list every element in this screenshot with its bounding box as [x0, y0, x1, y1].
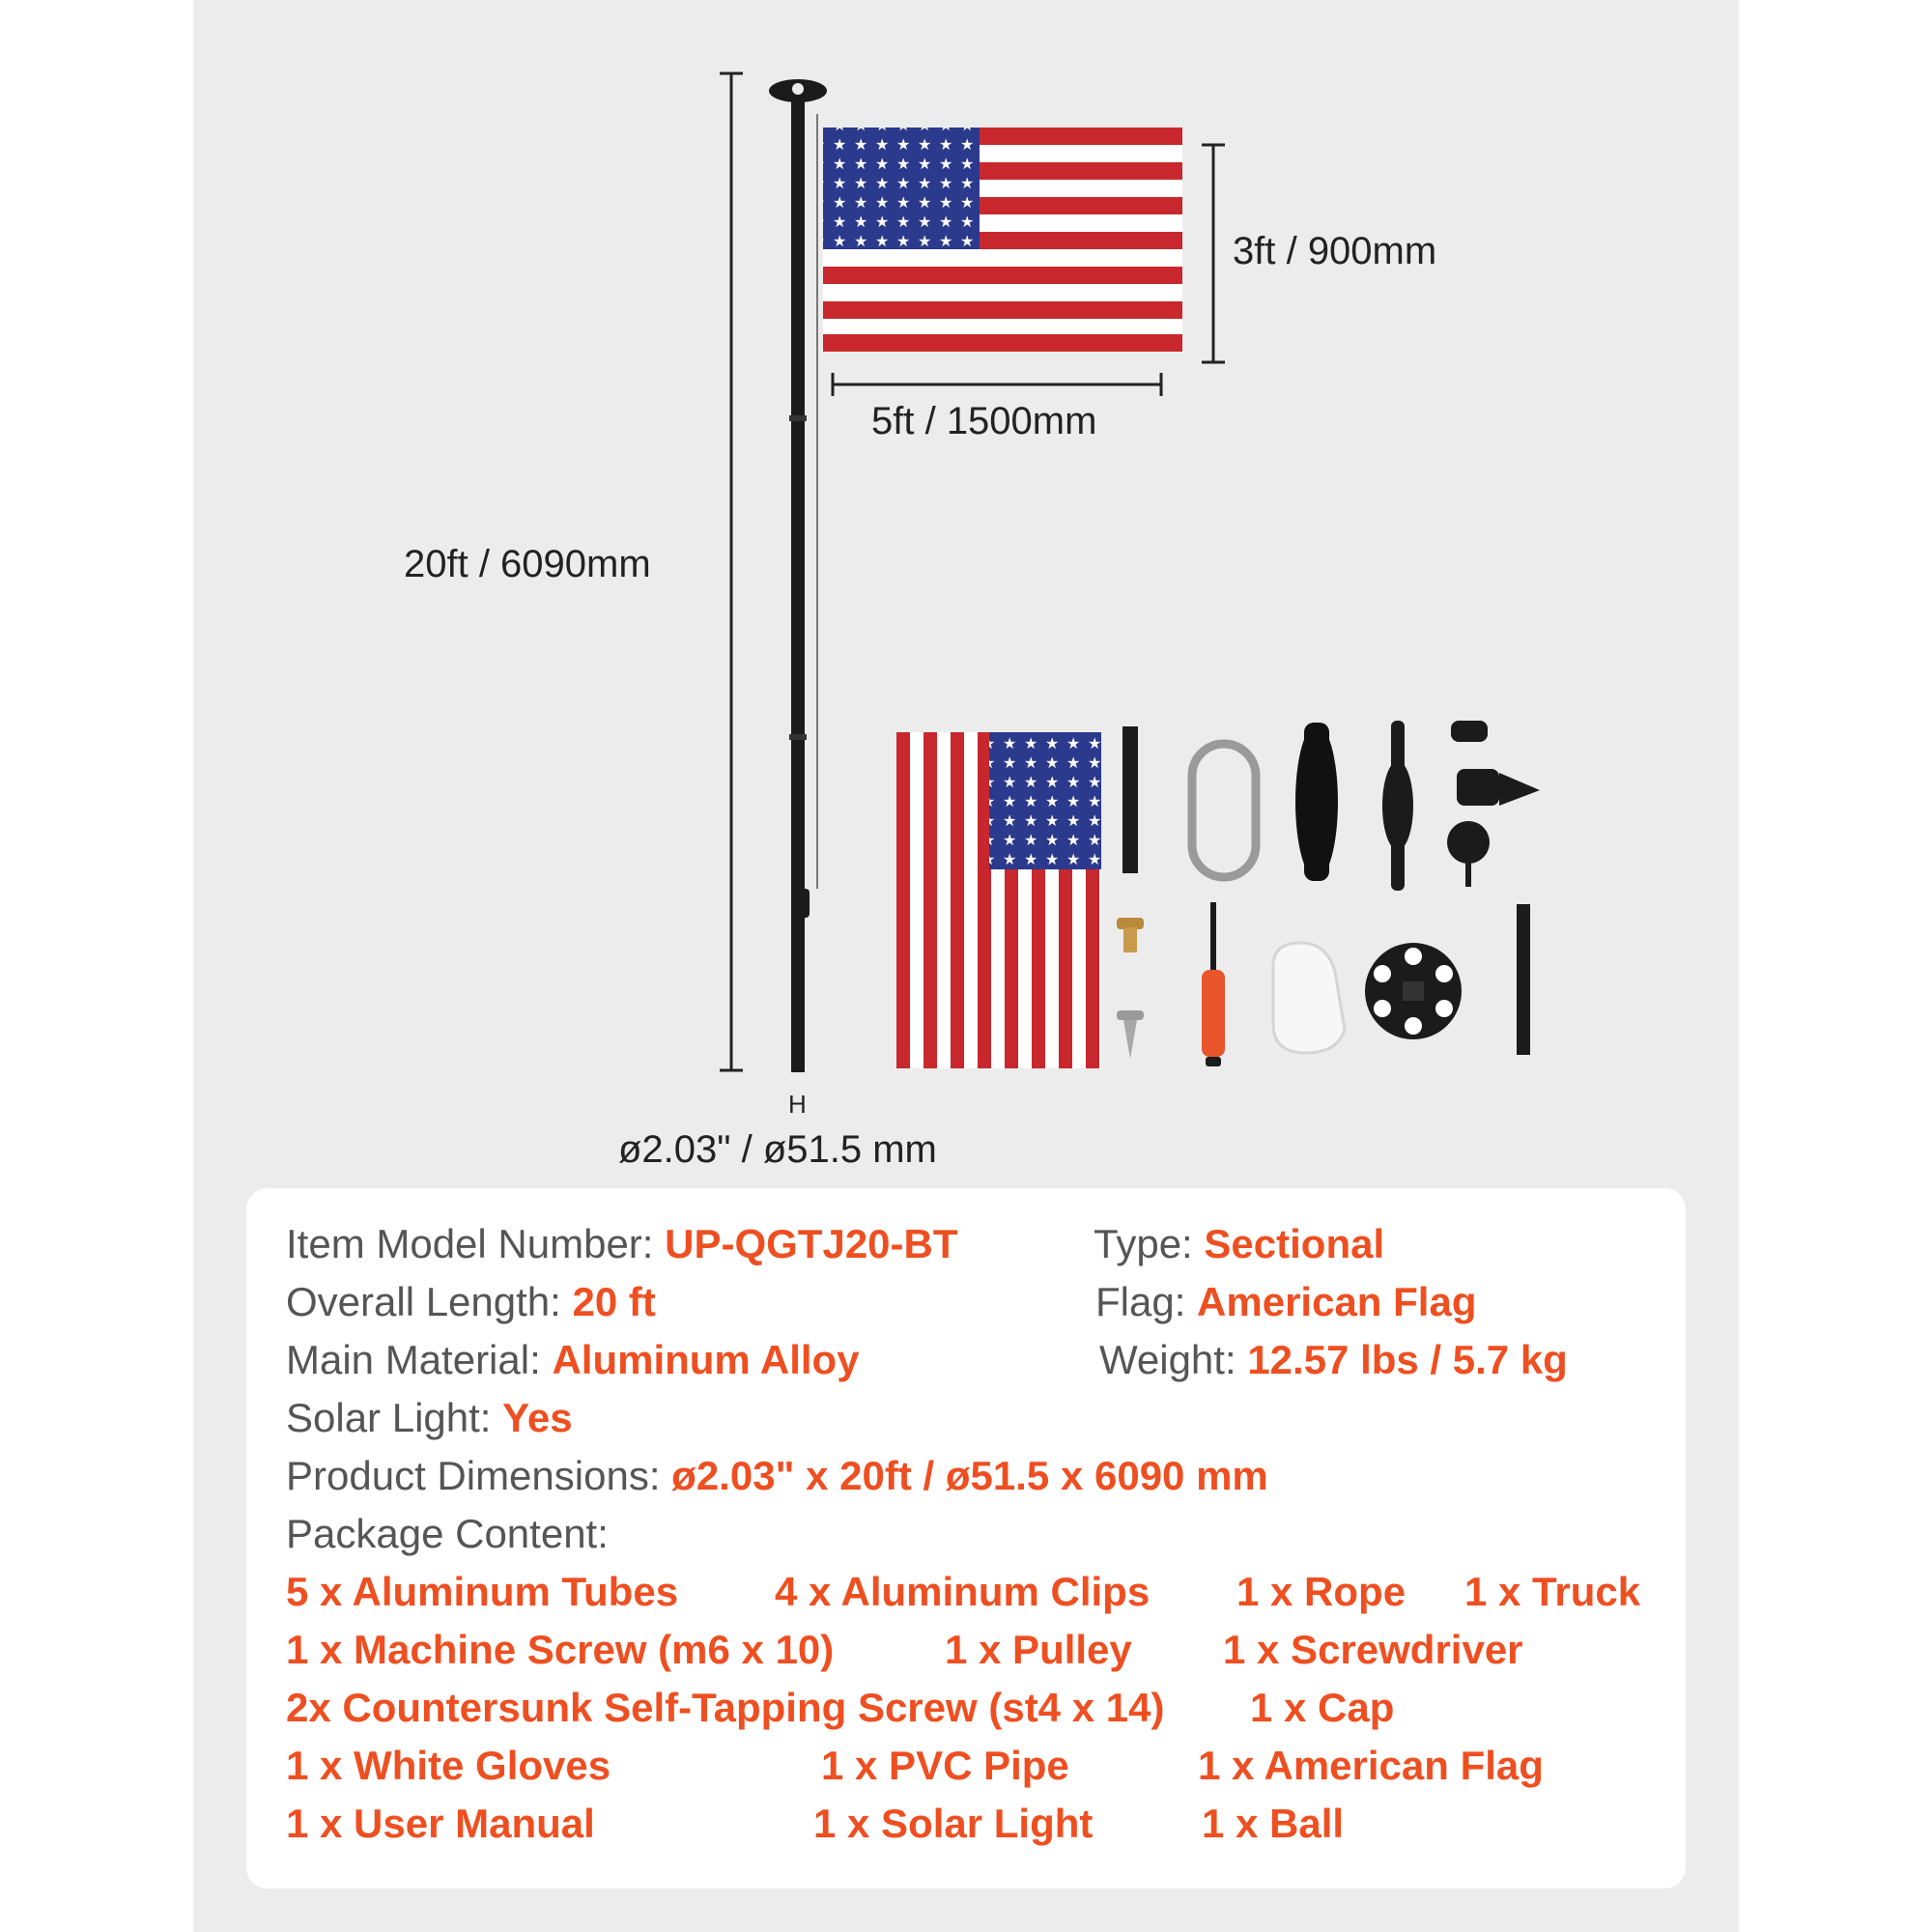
white-gloves-icon: [1273, 943, 1345, 1053]
spec-item-model: [286, 1221, 958, 1267]
pvc-pipe-icon: [1122, 726, 1138, 873]
spec-label: Item Model Number:: [286, 1221, 654, 1266]
package-item: 1 x Screwdriver: [1223, 1627, 1523, 1672]
spec-solar-light: [286, 1395, 573, 1441]
spec-value: UP-QGTJ20-BT: [665, 1221, 958, 1266]
flag-height-dimension-line: [1202, 145, 1225, 362]
spec-value: American Flag: [1197, 1279, 1477, 1324]
package-item: 1 x Truck: [1464, 1569, 1641, 1614]
package-item: 4 x Aluminum Clips: [775, 1569, 1151, 1614]
self-tapping-screw-icon: [1117, 1010, 1144, 1059]
package-item: 1 x White Gloves: [286, 1743, 611, 1788]
ball-icon: [1447, 821, 1490, 887]
spec-flag: [1095, 1279, 1476, 1325]
spec-value: 20 ft: [572, 1279, 656, 1324]
spec-label: Flag:: [1095, 1279, 1186, 1324]
spec-label: Main Material:: [286, 1337, 541, 1382]
spec-value: Aluminum Alloy: [552, 1337, 860, 1382]
spec-label: Product Dimensions:: [286, 1453, 661, 1498]
package-item: 1 x American Flag: [1198, 1743, 1544, 1788]
flag-height-label: 3ft / 900mm: [1233, 230, 1437, 272]
aluminum-clip-icon: [1192, 744, 1256, 877]
machine-screw-icon: [1117, 918, 1144, 952]
package-item: 1 x Pulley: [945, 1627, 1132, 1672]
package-item: 1 x PVC Pipe: [821, 1743, 1069, 1788]
package-item: 5 x Aluminum Tubes: [286, 1569, 679, 1614]
spec-type: [1094, 1221, 1384, 1267]
spec-main-material: [286, 1337, 860, 1383]
spec-overall-length: [286, 1279, 656, 1325]
american-flag-flat-icon: [896, 732, 1101, 1068]
solar-light-icon: [1365, 943, 1462, 1039]
pole-height-label: 20ft / 6090mm: [404, 543, 651, 585]
flag-width-dimension-line: [833, 373, 1161, 396]
package-item: 1 x Machine Screw (m6 x 10): [286, 1627, 835, 1672]
spec-label: Weight:: [1099, 1337, 1236, 1382]
flag-width-label: 5ft / 1500mm: [871, 400, 1097, 442]
package-item: 2x Countersunk Self-Tapping Screw (st4 x 14): [286, 1685, 1165, 1730]
truck-icon: [1451, 721, 1540, 806]
american-flag-waving-icon: [823, 128, 1182, 352]
spec-label: Solar Light:: [286, 1395, 492, 1440]
cleat-icon: [1382, 721, 1413, 891]
package-item: 1 x Rope: [1236, 1569, 1406, 1614]
screwdriver-icon: [1202, 902, 1225, 1066]
flagpole-icon: [769, 79, 827, 1072]
spec-product-dimensions: [286, 1453, 1268, 1499]
package-item: 1 x Cap: [1250, 1685, 1395, 1730]
pole-height-dimension-line: [720, 73, 743, 1070]
spec-value: 12.57 lbs / 5.7 kg: [1247, 1337, 1568, 1382]
aluminum-tube-icon: [1517, 904, 1530, 1055]
spec-value: Sectional: [1204, 1221, 1385, 1266]
spec-weight: [1099, 1337, 1568, 1383]
rope-icon: [1295, 723, 1338, 881]
spec-label: Type:: [1094, 1221, 1193, 1266]
package-content-heading: Package Content:: [286, 1511, 609, 1556]
package-item: 1 x Ball: [1202, 1801, 1345, 1846]
diameter-label: ø2.03" / ø51.5 mm: [618, 1128, 937, 1171]
spec-value: ø2.03" x 20ft / ø51.5 x 6090 mm: [671, 1453, 1268, 1498]
diameter-marker: H: [788, 1090, 807, 1119]
spec-value: Yes: [502, 1395, 573, 1440]
package-item: 1 x User Manual: [286, 1801, 595, 1846]
package-item: 1 x Solar Light: [813, 1801, 1094, 1846]
spec-label: Overall Length:: [286, 1279, 561, 1324]
